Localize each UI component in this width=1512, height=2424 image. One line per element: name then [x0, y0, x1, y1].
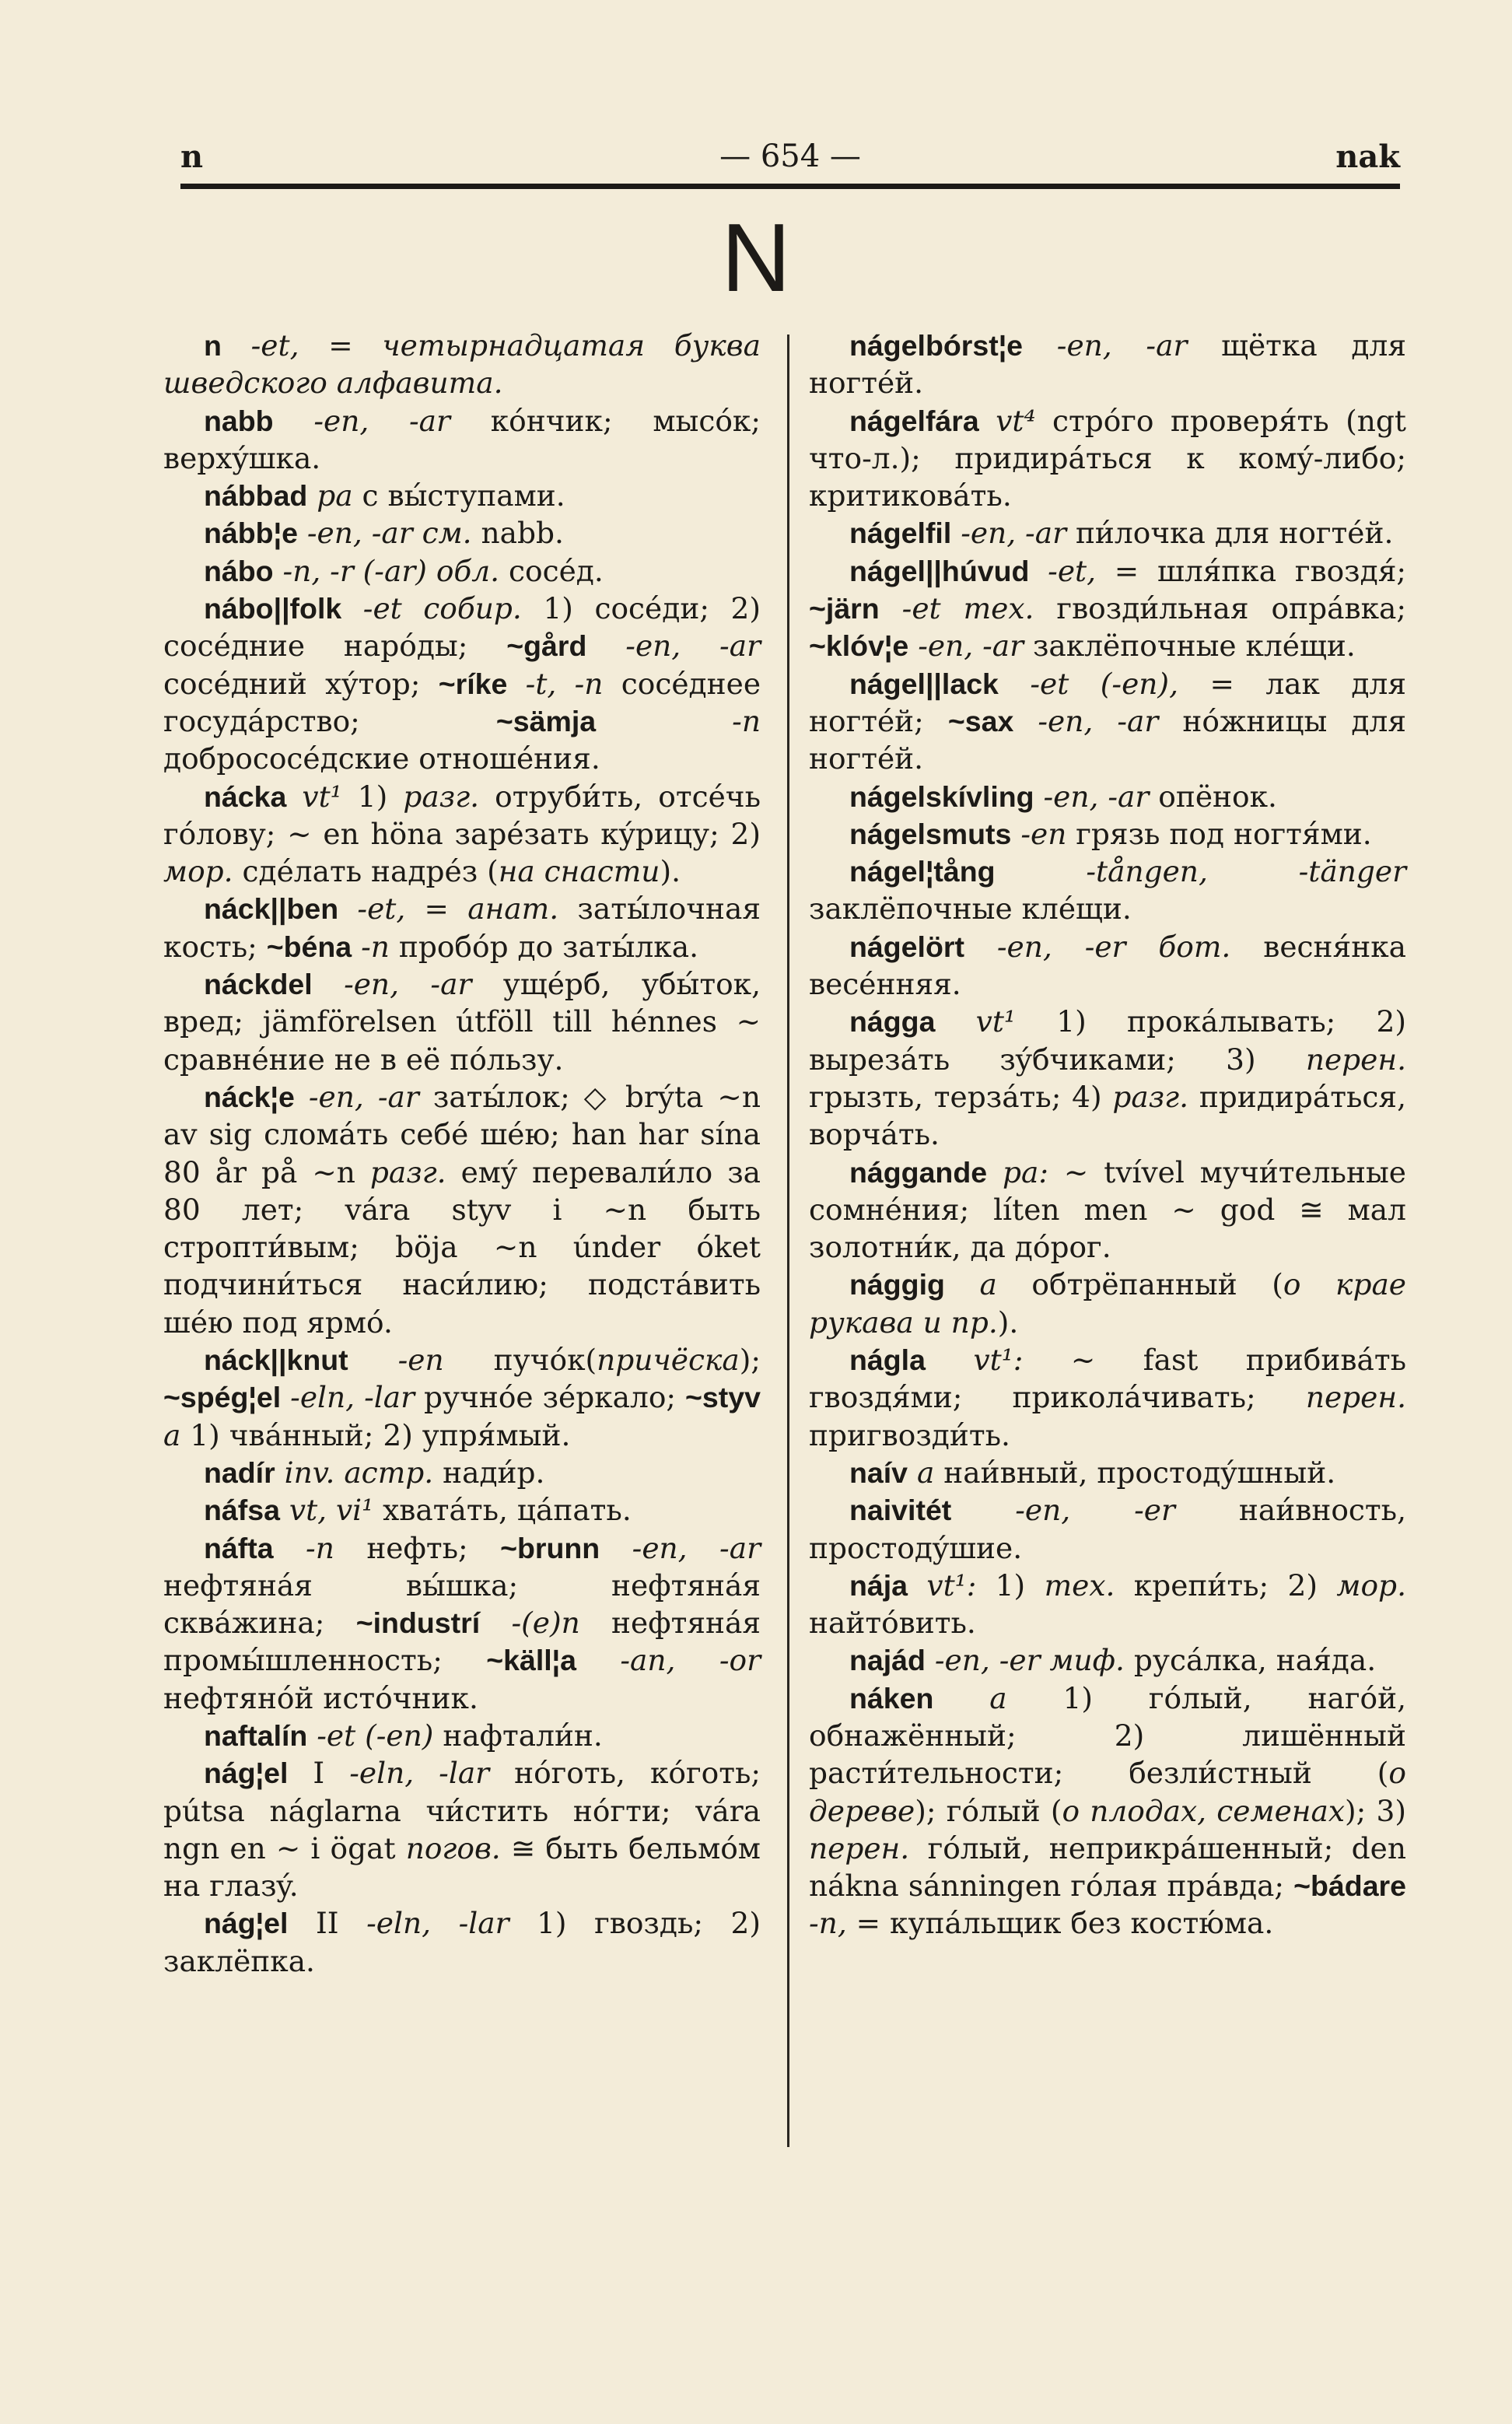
- grammar-label: -n: [352, 929, 399, 964]
- left-column: [163, 327, 761, 1980]
- grammar-label: -en, -ar: [586, 629, 761, 664]
- translation-text: нóжницы для ногтéй.: [809, 703, 1406, 776]
- grammar-label: vt¹: [935, 1004, 1057, 1039]
- translation-text: сосéдний хýтор;: [163, 666, 439, 701]
- grammar-label: мор.: [163, 854, 243, 889]
- dictionary-entry: [809, 1266, 1406, 1341]
- dictionary-entry: [163, 327, 761, 402]
- headword: náck¦e: [204, 1080, 295, 1113]
- translation-text: заклёпочные клéщи.: [809, 891, 1132, 927]
- translation-text: I: [288, 1756, 350, 1791]
- grammar-label: тех.: [1044, 1568, 1134, 1603]
- dictionary-entry: [163, 514, 761, 552]
- dictionary-entry: [163, 1717, 761, 1754]
- translation-text: =: [328, 328, 383, 363]
- dictionary-entry: [809, 1567, 1406, 1642]
- translation-text: хватáть, цáпать.: [383, 1493, 632, 1528]
- grammar-label: inv. астр.: [275, 1455, 443, 1490]
- headword: ~brunn: [500, 1531, 600, 1564]
- dictionary-entry: [809, 327, 1406, 402]
- grammar-label: разг.: [1112, 1079, 1199, 1114]
- translation-text: ); гóлый (: [915, 1793, 1062, 1828]
- grammar-label: -en, -ar: [273, 403, 491, 438]
- header-first-word: n: [180, 138, 204, 175]
- headword: ~industrí: [355, 1606, 481, 1640]
- grammar-label: a: [944, 1267, 1032, 1302]
- headword: nággig: [849, 1268, 945, 1301]
- dictionary-entry: [163, 890, 761, 965]
- headword: naivitét: [849, 1494, 952, 1527]
- dictionary-entry: [809, 1003, 1406, 1153]
- translation-text: сдéлать надрéз (: [242, 854, 499, 889]
- translation-text: отруби́ть, отсéчь гóлову; ~ en höna зарéзать кýрицу; 2): [163, 779, 761, 851]
- translation-text: нефтянáя вы́шка; нефтянáя сквáжина;: [163, 1568, 761, 1641]
- grammar-label: vt¹:: [925, 1343, 1071, 1378]
- translation-text: гóлый, неприкрáшенный; den náknа sánningen гóлая прáвда;: [809, 1830, 1406, 1904]
- grammar-label: -et (-en): [307, 1718, 443, 1753]
- headword: nabb: [204, 404, 274, 437]
- translation-text: нафтали́н.: [443, 1718, 603, 1753]
- grammar-label: vt, vi¹: [279, 1493, 383, 1528]
- grammar-label: -n: [273, 1530, 367, 1565]
- dictionary-entry: [163, 965, 761, 1078]
- translation-text: найтóвить.: [809, 1606, 976, 1641]
- grammar-label: -(e)n: [480, 1606, 612, 1641]
- grammar-label: -eln, -lar: [366, 1906, 537, 1941]
- translation-text: сосéднее госудáрство;: [163, 666, 761, 738]
- running-header: [180, 138, 1400, 185]
- headword: naftalín: [204, 1718, 308, 1752]
- grammar-label: a: [933, 1680, 1063, 1715]
- headword: nágel||húvud: [849, 554, 1030, 587]
- grammar-label: о плодах, семенах: [1062, 1793, 1345, 1828]
- page-number: — 654 —: [719, 138, 861, 174]
- translation-text: пучóк(: [493, 1343, 597, 1378]
- dictionary-entry: [809, 1491, 1406, 1567]
- translation-text: заты́лочная кость;: [163, 891, 761, 964]
- dictionary-entry: [163, 402, 761, 478]
- grammar-label: -eln, -lar: [349, 1756, 515, 1791]
- translation-text: ).: [660, 854, 681, 889]
- headword: nágelbórst¦e: [849, 329, 1024, 362]
- grammar-label: -et собир.: [341, 591, 544, 626]
- grammar-label: -t, -n: [507, 666, 621, 701]
- grammar-label: на снасти: [498, 854, 660, 889]
- translation-text: добрососéдские отношéния.: [163, 741, 600, 776]
- grammar-label: -et тех.: [879, 591, 1057, 626]
- dictionary-entry: [163, 1754, 761, 1904]
- headword: nág¦el: [204, 1757, 289, 1790]
- translation-text: щётка для ногтéй.: [809, 328, 1406, 401]
- headword: ~klóv¦e: [809, 629, 909, 663]
- translation-text: II: [288, 1906, 367, 1941]
- dictionary-entry: [809, 815, 1406, 853]
- headword: ~bádare: [1293, 1869, 1406, 1903]
- translation-text: пригвозди́ть.: [809, 1417, 1010, 1452]
- translation-text: 1) сосéди; 2) сосéдние нарóды;: [163, 591, 761, 664]
- grammar-label: pa: [307, 478, 362, 513]
- dictionary-entry: [809, 1454, 1406, 1491]
- grammar-label: -en, -ar: [1013, 703, 1183, 738]
- translation-text: заклёпочные клéщи.: [1032, 629, 1356, 664]
- translation-text: 1) чвáнный; 2) упря́мый.: [190, 1417, 571, 1452]
- grammar-label: -en, -er бот.: [964, 929, 1264, 964]
- grammar-label: разг.: [403, 779, 495, 814]
- translation-text: грязь под ногтя́ми.: [1076, 816, 1372, 851]
- grammar-label: -en, -ar: [1034, 779, 1159, 814]
- grammar-label: о крае рукава и пр.: [809, 1267, 1407, 1340]
- translation-text: кóнчик; мысóк; верхýшка.: [163, 403, 761, 475]
- dictionary-entry: [809, 853, 1406, 928]
- grammar-label: -tången, -tänger: [995, 854, 1406, 889]
- translation-text: 1) гвоздь; 2) заклёпка.: [163, 1906, 761, 1978]
- dictionary-entry: [163, 1341, 761, 1454]
- translation-text: ручнóе зéркало;: [423, 1380, 686, 1415]
- grammar-label: -et,: [221, 328, 329, 363]
- headword: náfsa: [204, 1494, 280, 1527]
- translation-text: емý перевали́ло за 80 лет; vára styv i ~n быть стропти́вым; böja ~n únder óket подчини́ться наси́лию; подстáвить шéю под ярмó.: [163, 1154, 761, 1340]
- translation-text: крепи́ть; 2): [1133, 1568, 1337, 1603]
- headword: nágelfára: [849, 404, 979, 437]
- headword: nábo||folk: [204, 592, 342, 625]
- headword: nája: [849, 1568, 908, 1602]
- translation-text: стрóго проверя́ть (ngt что-л.); придирáться к комý-либо; критиковáть.: [809, 403, 1406, 513]
- translation-text: пи́лочка для ногтéй.: [1075, 516, 1394, 551]
- dictionary-entry: [163, 778, 761, 891]
- translation-text: весня́нка весéнняя.: [809, 929, 1406, 1002]
- grammar-label: -en: [348, 1343, 494, 1378]
- grammar-label: -en, -ar см.: [297, 516, 481, 551]
- grammar-label: -et,: [1029, 553, 1115, 588]
- grammar-label: vt⁴: [978, 403, 1052, 438]
- grammar-label: перен.: [1305, 1380, 1406, 1415]
- headword: náfta: [204, 1531, 274, 1564]
- section-letter: N: [721, 205, 791, 312]
- grammar-label: о дереве: [809, 1756, 1406, 1828]
- grammar-label: -en, -ar: [1023, 328, 1222, 363]
- headword: ~järn: [809, 592, 880, 625]
- translation-text: = купáльщик без костю́ма.: [856, 1906, 1274, 1941]
- headword: n: [204, 329, 222, 362]
- grammar-label: -et (-en),: [998, 666, 1210, 701]
- dictionary-entry: [809, 1341, 1406, 1454]
- headword: nácka: [204, 779, 287, 813]
- header-last-word: nak: [1335, 138, 1400, 175]
- translation-text: 1): [995, 1568, 1045, 1603]
- headword: nággande: [849, 1155, 988, 1189]
- headword: nágel||lack: [849, 667, 999, 700]
- dictionary-entry: [809, 1680, 1406, 1942]
- dictionary-entry: [809, 1641, 1406, 1679]
- headword: ~gård: [506, 629, 587, 663]
- headword: nágla: [849, 1343, 926, 1377]
- dictionary-entry: [163, 1454, 761, 1491]
- headword: nágelskívling: [849, 779, 1034, 813]
- translation-text: 1) гóлый, нагóй, обнажённый; 2) лишённый расти́тельности; безли́стный (: [809, 1680, 1406, 1791]
- headword: nágel¦tång: [849, 855, 996, 888]
- dictionary-entry: [163, 477, 761, 514]
- headword: ~spég¦el: [163, 1381, 282, 1414]
- grammar-label: vt¹: [286, 779, 358, 814]
- translation-text: опёнок.: [1158, 779, 1277, 814]
- grammar-label: -n,: [809, 1906, 856, 1941]
- grammar-label: четырнадцатая буква шведского алфавита.: [163, 328, 761, 401]
- dictionary-entry: [809, 778, 1406, 815]
- translation-text: =: [424, 891, 468, 927]
- grammar-label: -an, -or: [576, 1643, 761, 1678]
- grammar-label: погов.: [405, 1830, 511, 1865]
- headword: náken: [849, 1681, 934, 1715]
- headword: nágga: [849, 1005, 936, 1039]
- headword: nadír: [204, 1455, 275, 1489]
- dictionary-entry: [163, 552, 761, 590]
- translation-text: грызть, терзáть; 4): [809, 1079, 1113, 1114]
- translation-text: нóготь, кóготь; pútsa náglarna чи́стить нóгти; vára ngn en ~ i ögat: [163, 1756, 761, 1865]
- headword: náckdel: [204, 968, 313, 1001]
- translation-text: ~ tvível мучи́тельные сомнéния; líten men ~ god ≅ мал золотни́к, да дóрог.: [809, 1154, 1406, 1265]
- dictionary-entry: [809, 552, 1406, 665]
- dictionary-entry: [809, 1154, 1406, 1266]
- headword: ~sax: [947, 704, 1014, 737]
- grammar-label: разг.: [369, 1154, 461, 1189]
- grammar-label: -en, -er: [951, 1493, 1239, 1528]
- grammar-label: a: [163, 1417, 191, 1452]
- column-divider: [787, 335, 789, 2147]
- translation-text: нади́р.: [443, 1455, 545, 1490]
- headword: najád: [849, 1644, 926, 1677]
- translation-text: гвозди́льная опрáвка;: [1056, 591, 1407, 626]
- translation-text: наи́вность, простодýшие.: [809, 1493, 1406, 1565]
- grammar-label: -n: [596, 703, 761, 738]
- translation-text: );: [739, 1343, 761, 1378]
- translation-text: ~ fast прибивáть гвоздя́ми; приколáчивать;: [809, 1343, 1406, 1415]
- right-column: [809, 327, 1406, 1942]
- headword: nágelfil: [849, 517, 952, 550]
- grammar-label: -en, -ar: [600, 1530, 761, 1565]
- grammar-label: -eln, -lar: [281, 1380, 424, 1415]
- grammar-label: vt¹:: [908, 1568, 996, 1603]
- headword: ~käll¦a: [486, 1644, 576, 1677]
- dictionary-entry: [163, 590, 761, 777]
- dictionary-entry: [163, 1529, 761, 1717]
- headword: nábbad: [204, 479, 308, 513]
- grammar-label: pa:: [987, 1154, 1064, 1189]
- grammar-label: -n, -r (-ar) обл.: [273, 553, 509, 588]
- translation-text: nabb.: [481, 516, 564, 551]
- translation-text: ).: [997, 1305, 1019, 1340]
- headword: nág¦el: [204, 1907, 289, 1940]
- translation-text: с вы́ступами.: [362, 478, 565, 513]
- translation-text: придирáться, ворчáть.: [809, 1079, 1406, 1152]
- headword: náck||knut: [204, 1343, 348, 1377]
- translation-text: 1) прокáлывать; 2) вырезáть зýбчиками; 3): [809, 1004, 1406, 1077]
- translation-text: пробóр до заты́лка.: [398, 929, 699, 964]
- dictionary-entry: [809, 665, 1406, 778]
- grammar-label: мор.: [1336, 1568, 1406, 1603]
- headword: ~ríke: [438, 667, 508, 700]
- headword: naív: [849, 1455, 908, 1489]
- dictionary-entry: [809, 514, 1406, 552]
- grammar-label: a: [908, 1455, 944, 1490]
- headword: ~sämja: [495, 704, 597, 737]
- headword: nább¦e: [204, 517, 298, 550]
- dictionary-entry: [809, 928, 1406, 1004]
- translation-text: заты́лок; ◇ brýta ~n av sig сломáть себé шéю; han har sína 80 år på ~n: [163, 1079, 761, 1189]
- translation-text: русáлка, ная́да.: [1133, 1643, 1377, 1678]
- grammar-label: -en, -ar: [294, 1079, 433, 1114]
- dictionary-entry: [809, 402, 1406, 515]
- grammar-label: -et,: [338, 891, 425, 927]
- translation-text: наи́вный, простодýшный.: [943, 1455, 1336, 1490]
- translation-text: = шля́пка гвоздя́;: [1114, 553, 1406, 588]
- grammar-label: анат.: [467, 891, 578, 927]
- headword: nágelört: [849, 930, 964, 963]
- grammar-label: -en, -ar: [951, 516, 1076, 551]
- grammar-label: -en, -ar: [908, 629, 1033, 664]
- grammar-label: перен.: [1305, 1042, 1406, 1077]
- grammar-label: -en: [1011, 816, 1076, 851]
- translation-text: ≅ быть бельмóм на глазý.: [163, 1830, 761, 1904]
- translation-text: нефтянáя промы́шленность;: [163, 1606, 761, 1678]
- headword: náck||ben: [204, 892, 339, 926]
- grammar-label: -en, -ar: [312, 967, 503, 1002]
- translation-text: ); 3): [1345, 1793, 1406, 1828]
- dictionary-entry: [163, 1078, 761, 1341]
- grammar-label: перен.: [809, 1830, 928, 1865]
- translation-text: нефть;: [366, 1530, 501, 1565]
- headword: nágelsmuts: [849, 817, 1012, 850]
- grammar-label: причёска: [597, 1343, 740, 1378]
- headword: ~béna: [266, 930, 352, 963]
- dictionary-entry: [163, 1491, 761, 1529]
- headword: ~styv: [685, 1381, 761, 1414]
- translation-text: нефтянóй истóчник.: [163, 1680, 478, 1715]
- translation-text: ущéрб, убы́ток, вред; jämförelsen útföll till hénnes ~ сравнéние не в её пóльзу.: [163, 967, 761, 1077]
- translation-text: 1): [357, 779, 404, 814]
- header-rule: [180, 184, 1400, 189]
- headword: nábo: [204, 554, 274, 587]
- dictionary-entry: [163, 1904, 761, 1980]
- grammar-label: -en, -er миф.: [925, 1643, 1134, 1678]
- translation-text: = лак для ногтéй;: [809, 666, 1406, 738]
- translation-text: сосéд.: [509, 553, 604, 588]
- translation-text: обтрёпанный (: [1031, 1267, 1283, 1302]
